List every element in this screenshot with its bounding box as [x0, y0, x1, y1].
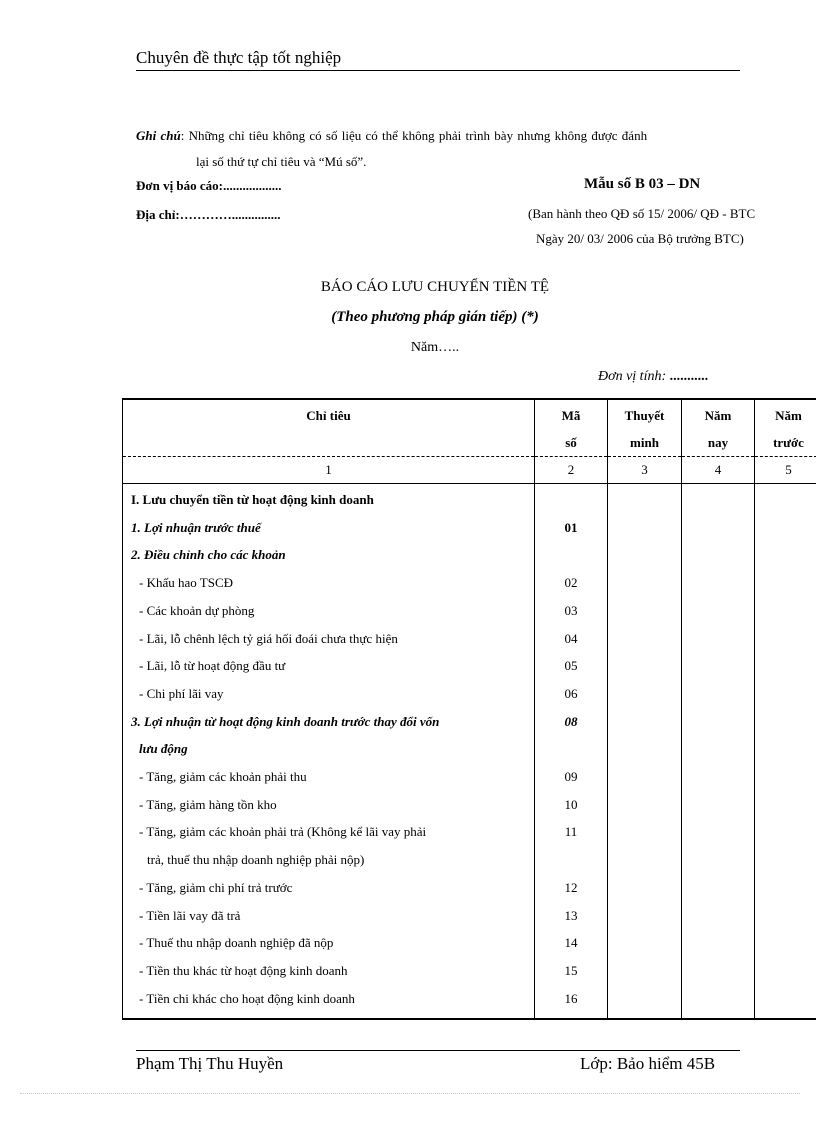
table-row — [123, 569, 816, 597]
footer-author: Phạm Thị Thu Huyền — [136, 1054, 284, 1073]
issued-by-line-2: Ngày 20/ 03/ 2006 của Bộ trưởng BTC) — [536, 231, 744, 246]
currency-unit-label: Đơn vị tính: — [598, 369, 667, 384]
row-label: - Tiền thu khác từ hoạt động kinh doanh — [123, 957, 535, 985]
row-label: trả, thuế thu nhập doanh nghiệp phải nộp) — [123, 846, 535, 874]
row-code — [535, 541, 608, 569]
header-cell-note: Thuyết minh — [608, 399, 682, 457]
row-code — [535, 735, 608, 763]
currency-unit — [598, 369, 708, 385]
row-label: - Tăng, giảm hàng tồn kho — [123, 791, 535, 819]
row-code: 11 — [535, 818, 608, 846]
note-block — [136, 123, 741, 175]
row-label: 3. Lợi nhuận từ hoạt động kinh doanh trước thay đổi vốn — [123, 708, 535, 736]
header-cell-last-year: Năm trước — [755, 399, 816, 457]
page-edge — [20, 1093, 800, 1094]
row-code: 01 — [535, 514, 608, 542]
table-row — [123, 514, 816, 542]
table-row — [123, 541, 816, 569]
column-number: 5 — [755, 457, 816, 484]
row-code: 08 — [535, 708, 608, 736]
issued-by-line-1: (Ban hành theo QĐ số 15/ 2006/ QĐ - BTC — [528, 206, 756, 221]
row-label: - Tiền lãi vay đã trả — [123, 902, 535, 930]
footer-class: Lớp: Bảo hiểm 45B — [580, 1054, 716, 1073]
table-row — [123, 929, 816, 957]
row-code: 16 — [535, 985, 608, 1020]
table-row — [123, 957, 816, 985]
table-row — [123, 708, 816, 736]
row-code: 10 — [535, 791, 608, 819]
table-row — [123, 484, 816, 514]
row-code: 02 — [535, 569, 608, 597]
row-code: 12 — [535, 874, 608, 902]
row-label: - Tiền chi khác cho hoạt động kinh doanh — [123, 985, 535, 1020]
note-line-1 — [136, 123, 741, 149]
footer-divider — [136, 1050, 740, 1051]
row-label: 1. Lợi nhuận trước thuế — [123, 514, 535, 542]
table-row — [123, 791, 816, 819]
column-number: 1 — [123, 457, 535, 484]
row-label: - Tăng, giảm các khoản phải thu — [123, 763, 535, 791]
row-code: 14 — [535, 929, 608, 957]
table-row — [123, 874, 816, 902]
row-label: - Thuế thu nhập doanh nghiệp đã nộp — [123, 929, 535, 957]
row-label: - Tăng, giảm các khoản phải trả (Không kể lãi vay phải — [123, 818, 535, 846]
header-cell-code: Mã số — [535, 399, 608, 457]
row-code: 15 — [535, 957, 608, 985]
row-label: - Khấu hao TSCĐ — [123, 569, 535, 597]
row-label: lưu động — [123, 735, 535, 763]
table-row — [123, 680, 816, 708]
row-code — [535, 484, 608, 514]
currency-unit-value: ........... — [666, 369, 709, 384]
header-cell-this-year: Năm nay — [682, 399, 755, 457]
column-number: 3 — [608, 457, 682, 484]
report-subtitle: (Theo phương pháp gián tiếp) (*) — [331, 309, 539, 325]
note-label: Ghi chú — [136, 128, 181, 143]
table-row — [123, 597, 816, 625]
table-row — [123, 625, 816, 653]
table-row — [123, 763, 816, 791]
row-label: 2. Điều chỉnh cho các khoản — [123, 541, 535, 569]
table-row — [123, 985, 816, 1020]
column-number: 4 — [682, 457, 755, 484]
column-number-row — [123, 457, 816, 484]
row-label: - Lãi, lỗ từ hoạt động đầu tư — [123, 652, 535, 680]
header-divider — [136, 70, 740, 71]
note-line-2: lại số thứ tự chỉ tiêu và “Mú số”. — [196, 154, 367, 169]
table-row — [123, 818, 816, 846]
address: Địa chỉ:…………............... — [136, 207, 281, 222]
row-label: - Các khoản dự phòng — [123, 597, 535, 625]
form-number: Mẫu số B 03 – DN — [584, 176, 701, 192]
row-code: 13 — [535, 902, 608, 930]
table-row — [123, 652, 816, 680]
row-label: I. Lưu chuyển tiền từ hoạt động kinh doanh — [123, 484, 535, 514]
row-label: - Lãi, lỗ chênh lệch tỷ giá hối đoái chưa thực hiện — [123, 625, 535, 653]
table-header-row — [123, 399, 816, 457]
row-code: 05 — [535, 652, 608, 680]
column-number: 2 — [535, 457, 608, 484]
reporting-unit: Đơn vị báo cáo:.................. — [136, 178, 282, 193]
page-header-title: Chuyên đề thực tập tốt nghiệp — [136, 48, 342, 67]
header-cell-indicator: Chỉ tiêu — [123, 399, 535, 457]
row-label: - Tăng, giảm chi phí trả trước — [123, 874, 535, 902]
row-code: 03 — [535, 597, 608, 625]
row-code: 06 — [535, 680, 608, 708]
cash-flow-table — [122, 398, 816, 1020]
row-code: 09 — [535, 763, 608, 791]
table-row — [123, 846, 816, 874]
table-row — [123, 735, 816, 763]
report-year: Năm….. — [410, 340, 460, 355]
row-code: 04 — [535, 625, 608, 653]
report-title: BÁO CÁO LƯU CHUYỂN TIỀN TỆ — [320, 279, 550, 295]
row-code — [535, 846, 608, 874]
note-text-1: : Những chỉ tiêu không có số liệu có thể không phải trình bày nhưng không được đánh — [180, 128, 648, 143]
row-label: - Chi phí lãi vay — [123, 680, 535, 708]
table-row — [123, 902, 816, 930]
